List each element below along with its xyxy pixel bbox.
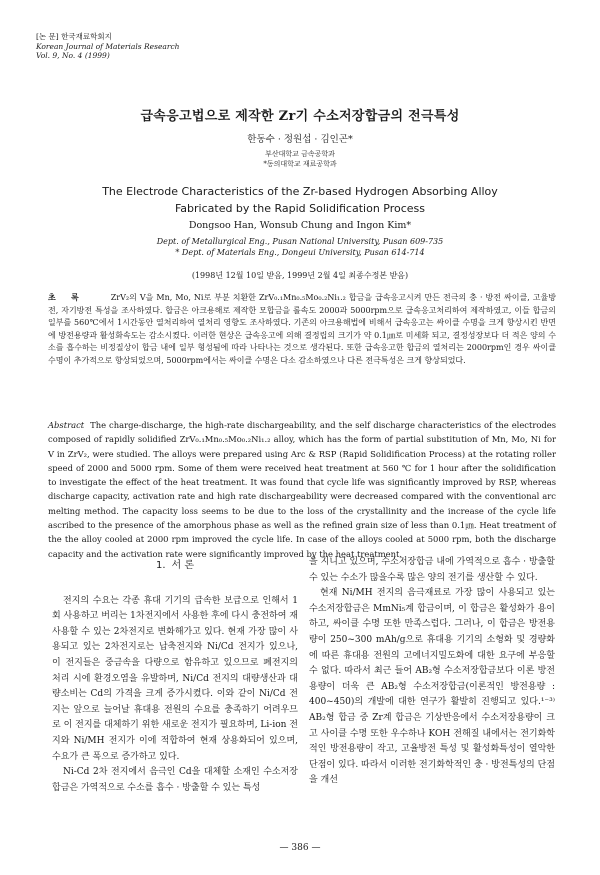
body-column-right (309, 555, 555, 789)
title-english (0, 183, 600, 217)
abstract-ko-label: 초 록 (48, 292, 85, 302)
affiliation-ko-2: *동의대학교 재료공학과 (263, 160, 337, 168)
journal-category: [논 문] 한국재료학회지 (36, 32, 112, 41)
authors-english: Dongsoo Han, Wonsub Chung and Ingon Kim* (188, 220, 412, 231)
affiliations-english (0, 236, 600, 258)
affiliations-korean (0, 149, 600, 169)
section-heading (52, 558, 298, 574)
abstract-en-text: The charge-discharge, the high-rate dischargeability, and the self discharge characteristics of the electrodes composed of rapidly solidified ZrV₀.₁Mn₀.₅Mo₀.₂Ni₁.₂ alloy, which has the form of partial substitution of Mn, Mo, Ni for V in ZrV₂, were studied. The alloys were prepared using Arc & RSP (Rapid Solidification Process) at the rotating roller speed of 2000 and 5000 rpm. Some of them were received heat treatment at 560 ℃ for 1 hour after the solidification to investigate the effect of the heat treatment. It was found that cycle life was significantly improved by RSP, whereas discharge capacity, activation rate and high rate dischargeability were decreased compared with the conventional arc melting method. The capacity loss seems to be due to the loss of the crystallinity and the increase of the cycle life ascribed to the presence of the amorphous phase as well as the refined grain size of less than 0.1㎛. Heat treatment of the the alloy cooled at 2000 rpm improved the cycle life. In case of the alloys cooled at 5000 rpm, both the discharge capacity and the activation rate were significantly improved by the heat treatment. (48, 420, 556, 559)
abstract-english (48, 418, 556, 561)
abstract-ko-text: ZrV₂의 V을 Mn, Mo, Ni로 부분 치환한 ZrV₀.₁Mn₀.₅Mo₀.₂Ni₁.₂ 합금을 급속응고시켜 만든 전극의 충 · 방전 싸이클, 고율방전, 자기방전 특성을 조사하였다. 합금은 아크용해로 제작한 모합금을 롤속도 2000과 5000rpm으로 급속응고처리하여 제작하였고, 이들 합금의 일부를 560℃에서 1시간동안 열처리하여 열처리 영향도 조사하였다. 기존의 아크용해법에 비해서 급속응고는 싸이클 수명을 크게 향상시킨 반면에 방전용량과 활성화속도는 감소시켰다. 이러한 현상은 급속응고에 의해 결정립의 크기가 약 0.1㎛로 미세화 되고, 결정성장보다 더 적은 양의 수소를 흡수하는 비정질상이 합금 내에 일부 형성됨에 따라 나타나는 것으로 생각된다. 또한 급속응고한 합금의 열처리는 2000rpm인 경우 싸이클 수명이 추가적으로 향상되었으며, 5000rpm에서는 싸이클 수명은 다소 감소하였으나 다른 전극특성은 크게 향상되었다. (48, 293, 556, 365)
page-number: — 386 — (279, 843, 321, 853)
journal-header (36, 32, 179, 61)
section-number: 1. (155, 560, 166, 571)
body-paragraph: Ni-Cd 2차 전지에서 음극인 Cd을 대체할 소재인 수소저장합금은 가역적으로 수소를 흡수 · 방출할 수 있는 특성 (52, 767, 298, 793)
body-paragraph: 전지의 수요는 각종 휴대 기기의 급속한 보급으로 인해서 1회 사용하고 버리는 1차전지에서 사용한 후에 다시 충전하여 재사용할 수 있는 2차전지로 변화해가고 있다. 현재 가장 많이 사용되고 있는 2차전지로는 납축전지와 Ni/Cd 전지가 있으나, 이 전지들은 중금속을 다량으로 함유하고 있으므로 폐전지의 처리 시에 환경오염을 유발하며, Ni/Cd 전지의 대량생산과 대량소비는 Cd의 가격을 크게 증가시켰다. 이와 같이 Ni/Cd 전지는 앞으로 늘어날 휴대용 전원의 수요를 충족하기 어려우므로 이 전지를 대체하기 위한 새로운 전지가 필요하며, Li-ion 전지와 Ni/MH 전지가 이에 적합하여 현재 상용화되어 있으며, 수요가 큰 폭으로 증가하고 있다. (52, 595, 298, 762)
body-paragraph: 을 지니고 있으며, 수소저장합금 내에 가역적으로 흡수 · 방출할 수 있는 수소가 많을수록 많은 양의 전기를 생산할 수 있다. (309, 557, 555, 583)
section-title: 서 론 (171, 560, 195, 571)
affiliation-en-2: * Dept. of Materials Eng., Dongeui University, Pusan 614-714 (175, 248, 425, 257)
journal-name-en: Korean Journal of Materials Research (36, 41, 180, 51)
affiliation-ko-1: 부산대학교 금속공학과 (265, 150, 335, 158)
title-korean: 급속응고법으로 제작한 Zr기 수소저장합금의 전극특성 (140, 109, 460, 124)
affiliation-en-1: Dept. of Metallurgical Eng., Pusan National University, Pusan 609-735 (156, 237, 444, 246)
title-en-line-2: Fabricated by the Rapid Solidification Process (174, 202, 426, 215)
body-paragraph: 현재 Ni/MH 전지의 음극재료로 가장 많이 사용되고 있는 수소저장합금은 MmNi₅계 합금이며, 이 합금은 활성화가 용이하고, 싸이클 수명 또한 만족스럽다. 그러나, 이 합금은 방전용량이 250~300 mAh/g으로 휴대용 기기의 소형화 및 경량화에 따른 휴대용 전원의 고에너지밀도화에 대한 요구에 부응할 수 없다. 따라서 최근 들어 AB₂형 수소저장합금보다 이론 방전용량이 더욱 큰 AB₂형 수소저장합금(이론적인 방전용량 : 400~450)의 개발에 대한 연구가 활발히 진행되고 있다.¹⁻³⁾ AB₂형 합금 중 Zr계 합금은 기상반응에서 수소저장용량이 크고 사이클 수명 또한 우수하나 KOH 전해질 내에서는 전기화학적인 방전용량이 작고, 고율방전 특성 및 활성화특성이 열악한 단점이 있다. 따라서 이러한 전기화학적인 충 · 방전특성의 단점을 개선 (309, 588, 555, 786)
authors-korean: 한동수 · 정원섭 · 김인곤* (247, 134, 353, 145)
abstract-en-label: Abstract (48, 420, 85, 430)
received-dates: (1998년 12월 10일 받음, 1999년 2월 4일 최종수정본 받음) (191, 271, 409, 280)
body-column-left (52, 555, 298, 796)
journal-volume: Vol. 9, No. 4 (1999) (36, 51, 110, 61)
title-en-line-1: The Electrode Characteristics of the Zr-based Hydrogen Absorbing Alloy (102, 185, 498, 198)
abstract-korean (48, 291, 556, 368)
